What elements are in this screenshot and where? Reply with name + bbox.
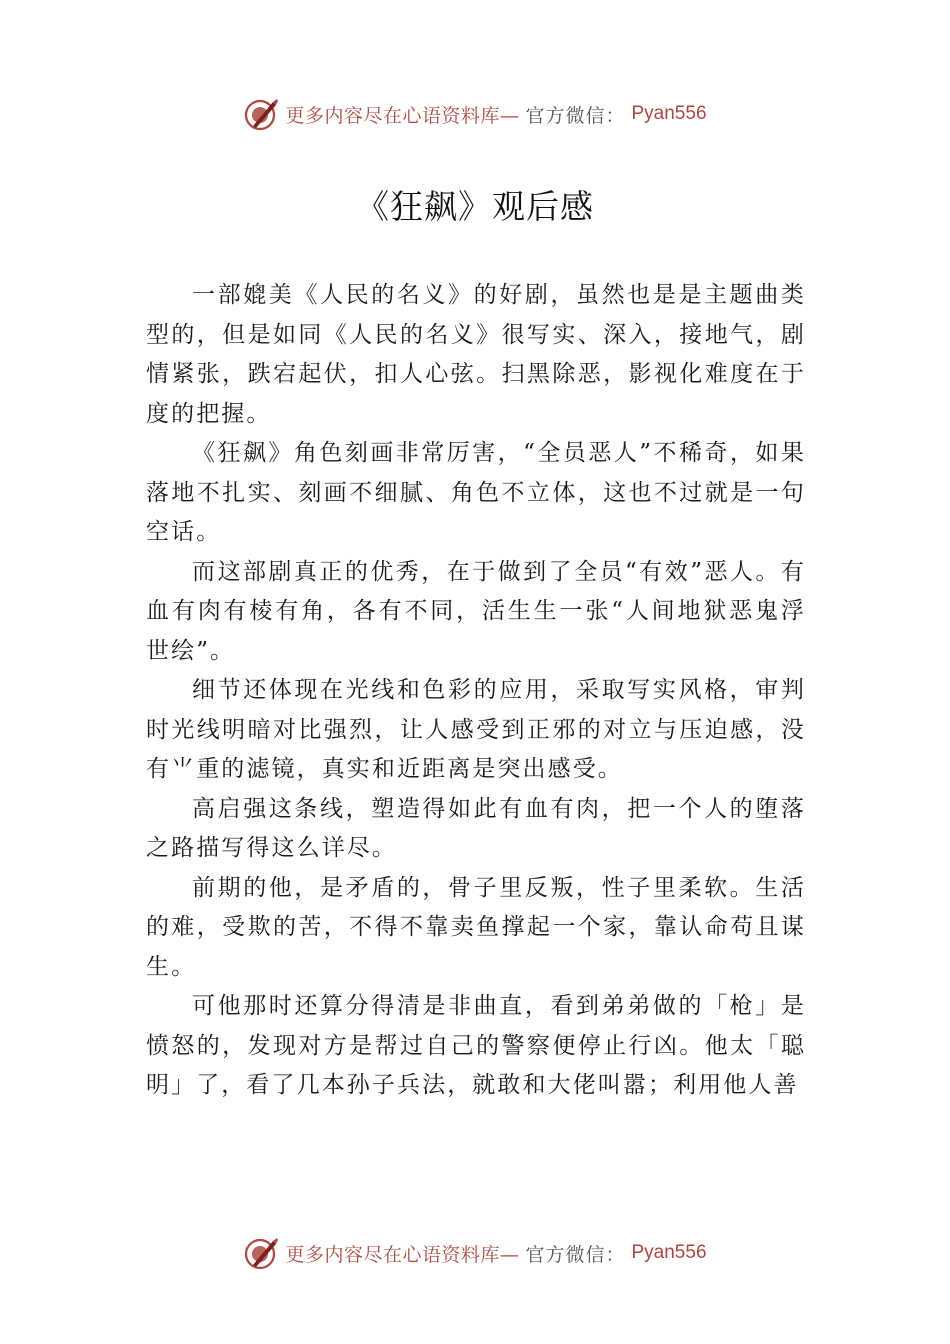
watermark-wechat-label: 官方微信：	[525, 1243, 626, 1266]
pen-logo-icon	[243, 1235, 279, 1271]
header-watermark	[0, 90, 950, 138]
paragraph: 细节还体现在光线和色彩的应用，采取写实风格，审判时光线明暗对比强烈，让人感受到正邪的对立与压迫感，没有⺌重的滤镜，真实和近距离是突出感受。	[146, 677, 806, 782]
document-title: 《狂飙》观后感	[356, 187, 594, 226]
watermark-wechat-label: 官方微信：	[525, 104, 626, 127]
watermark-wechat-id: Pyan556	[631, 1242, 707, 1263]
paragraph: 而这部剧真正的优秀，在于做到了全员“有效”恶人。有血有肉有棱有角，各有不同，活生生一张“人间地狱恶鬼浮世绘”。	[146, 558, 806, 664]
watermark-wechat-id: Pyan556	[631, 103, 707, 124]
watermark-label: 更多内容尽在心语资料库—	[285, 104, 520, 127]
document-body	[146, 276, 806, 1106]
paragraph: 一部媲美《人民的名义》的好剧，虽然也是是主题曲类型的，但是如同《人民的名义》很写实、深入，接地气，剧情紧张，跌宕起伏，扣人心弦。扫黑除恶，影视化难度在于度的把握。	[146, 282, 806, 427]
watermark-label: 更多内容尽在心语资料库—	[285, 1243, 520, 1266]
pen-logo-icon	[243, 96, 279, 132]
paragraph: 高启强这条线，塑造得如此有血有肉，把一个人的堕落之路描写得这么详尽。	[146, 795, 806, 861]
paragraph: 前期的他，是矛盾的，骨子里反叛，性子里柔软。生活的难，受欺的苦，不得不靠卖鱼撑起一个家，靠认命苟且谋生。	[146, 874, 806, 980]
paragraph: 《狂飙》角色刻画非常厉害，“全员恶人”不稀奇，如果落地不扎实、刻画不细腻、角色不立体，这也不过就是一句空话。	[146, 440, 806, 545]
footer-watermark	[0, 1229, 950, 1277]
paragraph: 可他那时还算分得清是非曲直，看到弟弟做的「枪」是愤怒的，发现对方是帮过自己的警察便停止行凶。他太「聪明」了，看了几本孙子兵法，就敢和大佬叫嚣；利用他人善	[146, 993, 806, 1098]
